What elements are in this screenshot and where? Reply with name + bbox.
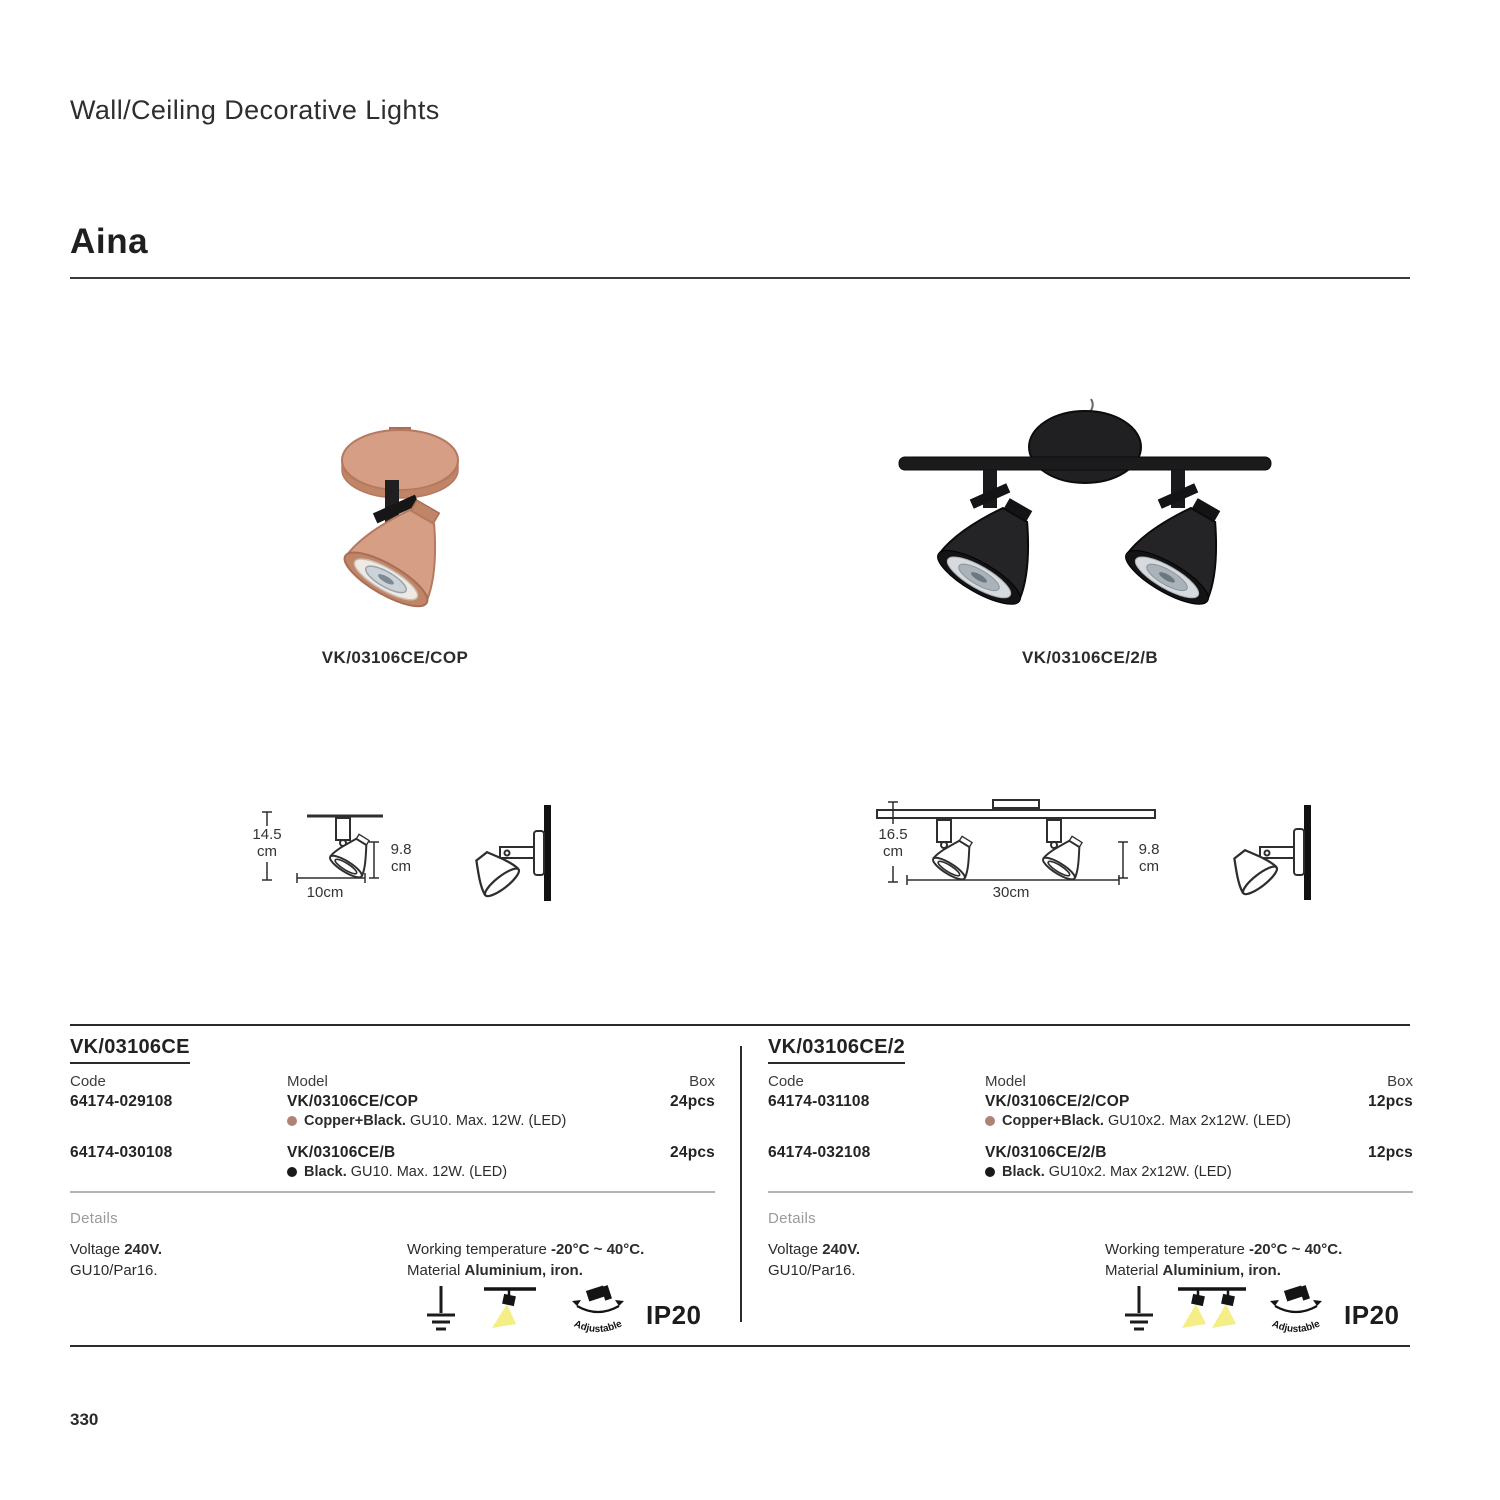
column-header-box: Box <box>689 1073 715 1090</box>
wall-line <box>544 805 551 901</box>
ceiling-canopy <box>342 430 458 490</box>
product-photo-double-black <box>885 393 1285 628</box>
box-quantity: 12pcs <box>1368 1144 1413 1161</box>
mount-bar <box>899 457 1271 470</box>
details-label: Details <box>768 1210 816 1227</box>
category-title: Wall/Ceiling Decorative Lights <box>70 95 440 125</box>
spec-divider <box>740 1046 742 1322</box>
page-number: 330 <box>70 1410 99 1429</box>
box-quantity: 12pcs <box>1368 1093 1413 1110</box>
lamp-line: GU10/Par16. <box>768 1262 856 1279</box>
voltage-line: Voltage 240V. <box>70 1241 163 1258</box>
dimension-shade-label: 9.8 cm <box>1138 841 1160 875</box>
details-separator <box>768 1191 1413 1193</box>
dimension-lines <box>888 802 1128 885</box>
adjustable-icon <box>563 1280 633 1338</box>
product-model: VK/03106CE/COP <box>287 1093 419 1110</box>
finish-description: Black. GU10. Max. 12W. (LED) <box>287 1164 507 1180</box>
ip-rating: IP20 <box>1344 1300 1400 1330</box>
dimension-height-label: 14.5 cm <box>252 826 282 860</box>
shade-outline <box>1040 830 1092 883</box>
finish-description: Black. GU10x2. Max 2x12W. (LED) <box>985 1164 1232 1180</box>
material-line: Material Aluminium, iron. <box>1105 1262 1281 1279</box>
spot-head-left <box>931 470 1062 614</box>
ip-rating: IP20 <box>646 1300 702 1330</box>
light-beam <box>1182 1304 1206 1328</box>
product-caption: VK/03106CE/2/B <box>1021 648 1158 667</box>
header-rule <box>70 277 1410 279</box>
column-header-model: Model <box>287 1073 328 1090</box>
temperature-line: Working temperature -20°C ~ 40°C. <box>1105 1241 1343 1258</box>
shade-outline <box>930 830 982 883</box>
temperature-line: Working temperature -20°C ~ 40°C. <box>407 1241 645 1258</box>
family-title: Aina <box>70 222 149 261</box>
dimension-width-label: 30cm <box>992 884 1030 901</box>
spec-bottom-rule <box>70 1345 1410 1347</box>
ceiling-spotlight-icon <box>482 1284 538 1332</box>
section-title: VK/03106CE <box>70 1036 190 1064</box>
bar-outline <box>877 810 1155 818</box>
dimension-shade-label: 9.8 cm <box>390 841 412 875</box>
color-dot-copper <box>985 1116 995 1126</box>
dimension-drawing-double-wall <box>1218 805 1318 900</box>
product-code: 64174-032108 <box>768 1144 871 1161</box>
product-code: 64174-031108 <box>768 1093 870 1110</box>
product-model: VK/03106CE/B <box>287 1144 396 1161</box>
ceiling-canopy <box>1029 411 1141 483</box>
color-dot-copper <box>287 1116 297 1126</box>
product-photo-single-copper <box>295 408 495 648</box>
section-title: VK/03106CE/2 <box>768 1036 905 1064</box>
column-header-code: Code <box>768 1073 804 1090</box>
product-model: VK/03106CE/2/COP <box>985 1093 1130 1110</box>
box-quantity: 24pcs <box>670 1093 715 1110</box>
details-label: Details <box>70 1210 118 1227</box>
shade-outline <box>465 843 522 900</box>
voltage-line: Voltage 240V. <box>768 1241 861 1258</box>
color-dot-black <box>287 1167 297 1177</box>
finish-description: Copper+Black. GU10x2. Max 2x12W. (LED) <box>985 1113 1291 1129</box>
finish-description: Copper+Black. GU10. Max. 12W. (LED) <box>287 1113 566 1129</box>
dimension-height-label: 16.5 cm <box>878 826 908 860</box>
material-line: Material Aluminium, iron. <box>407 1262 583 1279</box>
column-header-model: Model <box>985 1073 1026 1090</box>
column-header-box: Box <box>1387 1073 1413 1090</box>
wall-line <box>1304 805 1311 900</box>
shade-outline <box>1223 841 1280 898</box>
spec-top-rule <box>70 1024 1410 1026</box>
svg-text:Adjustable: Adjustable <box>1270 1318 1322 1336</box>
color-dot-black <box>985 1167 995 1177</box>
earth-ground-icon <box>423 1284 459 1334</box>
svg-text:Adjustable: Adjustable <box>572 1318 624 1336</box>
adjustable-icon <box>1261 1280 1331 1338</box>
dimension-width-label: 10cm <box>306 884 344 901</box>
ceiling-double-spotlight-icon <box>1176 1284 1248 1334</box>
details-separator <box>70 1191 715 1193</box>
lamp-line: GU10/Par16. <box>70 1262 158 1279</box>
dimension-drawing-single-wall <box>462 803 557 903</box>
box-quantity: 24pcs <box>670 1144 715 1161</box>
product-code: 64174-030108 <box>70 1144 173 1161</box>
light-beam <box>492 1304 516 1328</box>
light-beam <box>1212 1304 1236 1328</box>
product-code: 64174-029108 <box>70 1093 173 1110</box>
earth-ground-icon <box>1121 1284 1157 1334</box>
product-caption: VK/03106CE/COP <box>321 648 469 667</box>
spot-head-right <box>1119 470 1250 614</box>
column-header-code: Code <box>70 1073 106 1090</box>
product-model: VK/03106CE/2/B <box>985 1144 1107 1161</box>
